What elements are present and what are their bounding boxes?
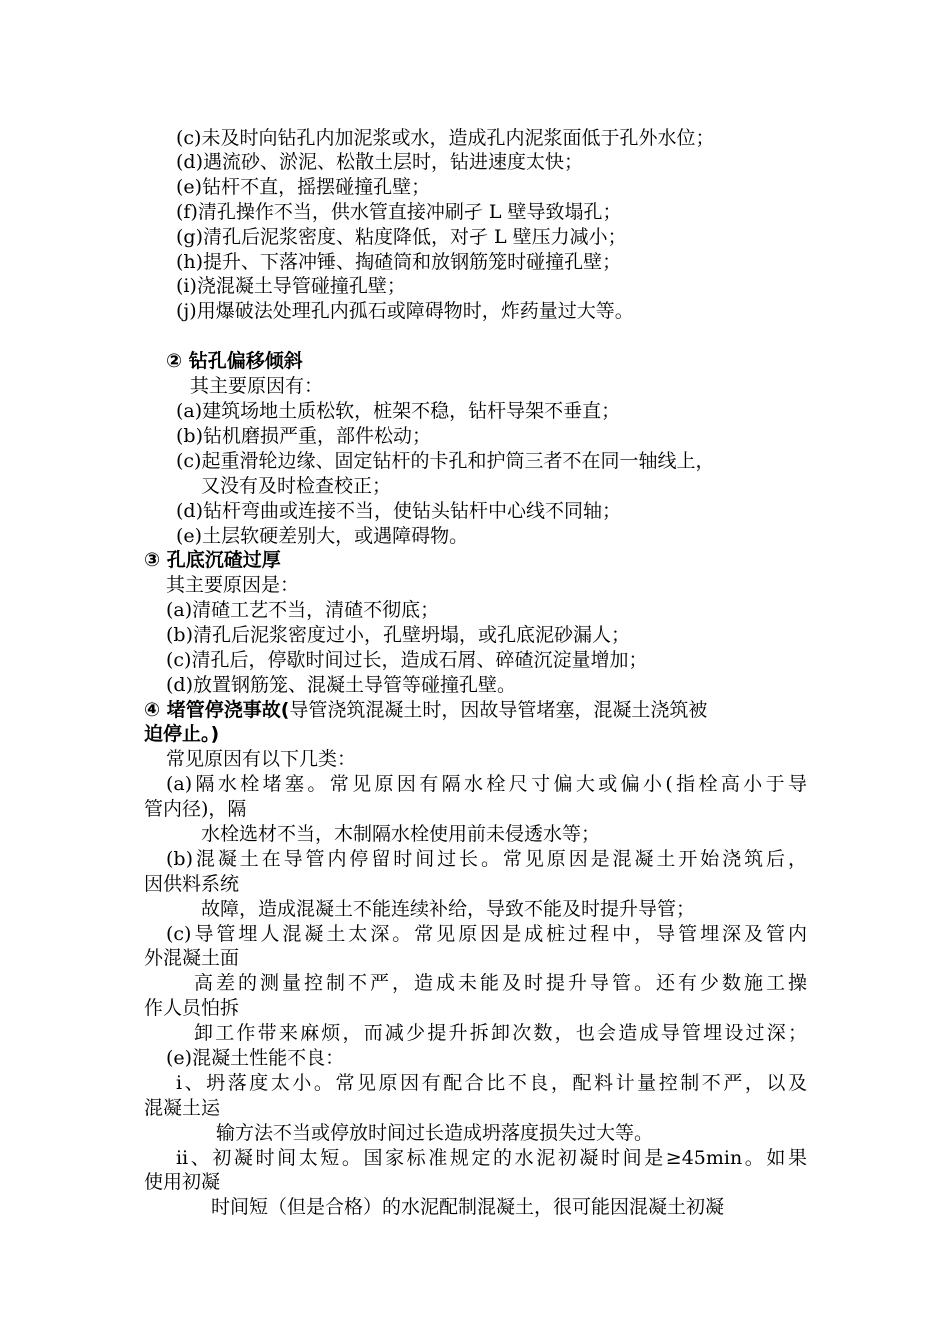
list-item: (a)清碴工艺不当，清碴不彻底；	[166, 599, 440, 621]
section-intro: 其主要原因有：	[190, 375, 324, 397]
paragraph-line: (c)导管埋人混凝土太深。常见原因是成桩过程中，导管埋深及管内	[166, 923, 807, 945]
section-heading-continuation: 迫停止。)	[144, 723, 220, 745]
cause-item-g: (g)清孔后泥浆密度、粘度降低，对孑 L 壁压力减小；	[176, 226, 627, 248]
paragraph-line: (e)混凝土性能不良：	[166, 1047, 345, 1069]
paragraph-line: 管内径)，隔	[144, 798, 247, 820]
cause-item-h: (h)提升、下落冲锤、掏碴筒和放钢筋笼时碰撞孔壁；	[176, 251, 622, 273]
section-intro: 其主要原因是：	[166, 574, 300, 596]
cause-item-j: (j)用爆破法处理孔内孤石或障碍物时，炸药量过大等。	[176, 300, 634, 322]
paragraph-line: ⅰ、坍落度太小。常见原因有配合比不良，配料计量控制不严，以及	[176, 1072, 807, 1094]
section-heading-note: 导管浇筑混凝土时，因故导管堵塞，混凝土浇筑被	[289, 699, 708, 721]
list-item-continuation: 又没有及时检查校正；	[201, 475, 392, 497]
list-item: (d)钻杆弯曲或连接不当，使钻头钻杆中心线不同轴；	[176, 500, 621, 522]
paragraph-line: 作人员怕拆	[144, 997, 240, 1019]
paragraph-line: (a)隔水栓堵塞。常见原因有隔水栓尺寸偏大或偏小(指栓高小于导	[166, 773, 807, 795]
paragraph-line: 因供料系统	[144, 873, 240, 895]
paragraph-line: 使用初凝	[144, 1171, 221, 1193]
paragraph-line: 时间短（但是合格）的水泥配制混凝土，很可能因混凝土初凝	[211, 1196, 725, 1218]
paragraph-line: 水栓选材不当，木制隔水栓使用前未侵透水等；	[201, 823, 601, 845]
section-heading-pipe-blockage	[144, 698, 707, 722]
list-item: (a)建筑场地土质松软，桩架不稳，钻杆导架不垂直；	[176, 400, 621, 422]
section-heading-text: ④ 堵管停浇事故(	[144, 699, 290, 721]
section-heading-drill-deviation: ② 钻孔偏移倾斜	[166, 350, 303, 372]
paragraph-line: 输方法不当或停放时间过长造成坍落度损失过大等。	[216, 1122, 654, 1144]
section-heading-sediment: ③ 孔底沉碴过厚	[144, 549, 281, 571]
list-item: (b)清孔后泥浆密度过小，孔壁坍塌，或孔底泥砂漏人；	[166, 624, 630, 646]
paragraph-line: ⅱ、初凝时间太短。国家标准规定的水泥初凝时间是≥45min。如果	[176, 1147, 807, 1169]
paragraph-line: (b)混凝土在导管内停留时间过长。常见原因是混凝土开始浇筑后，	[166, 848, 807, 870]
cause-item-d: (d)遇流砂、淤泥、松散土层时，钻进速度太快；	[176, 151, 583, 173]
section-intro: 常见原因有以下几类：	[166, 748, 357, 770]
list-item: (c)清孔后，停歇时间过长，造成石屑、碎碴沉淀量增加；	[166, 649, 648, 671]
cause-item-e: (e)钻杆不直，摇摆碰撞孔壁；	[176, 176, 431, 198]
list-item: (b)钻机磨损严重，部件松动；	[176, 425, 431, 447]
paragraph-line: 高差的测量控制不严，造成未能及时提升导管。还有少数施工操	[194, 972, 807, 994]
list-item: (e)土层软硬差别大，或遇障碍物。	[176, 525, 469, 547]
cause-item-f: (f)清孔操作不当，供水管直接冲刷孑 L 壁导致塌孔；	[176, 201, 622, 223]
paragraph-line: 混凝土运	[144, 1097, 221, 1119]
paragraph-line: 故障，造成混凝土不能连续补给，导致不能及时提升导管；	[201, 898, 696, 920]
paragraph-line: 外混凝土面	[144, 947, 240, 969]
cause-item-c: (c)未及时向钻孔内加泥浆或水，造成孔内泥浆面低于孔外水位；	[176, 127, 715, 149]
cause-item-i: (i)浇混凝土导管碰撞孔壁；	[176, 275, 406, 297]
list-item: (c)起重滑轮边缘、固定钻杆的卡孔和护筒三者不在同一轴线上，	[176, 450, 715, 472]
list-item: (d)放置钢筋笼、混凝土导管等碰撞孔壁。	[166, 674, 516, 696]
paragraph-line: 卸工作带来麻烦，而减少提升拆卸次数，也会造成导管埋设过深；	[194, 1022, 807, 1044]
